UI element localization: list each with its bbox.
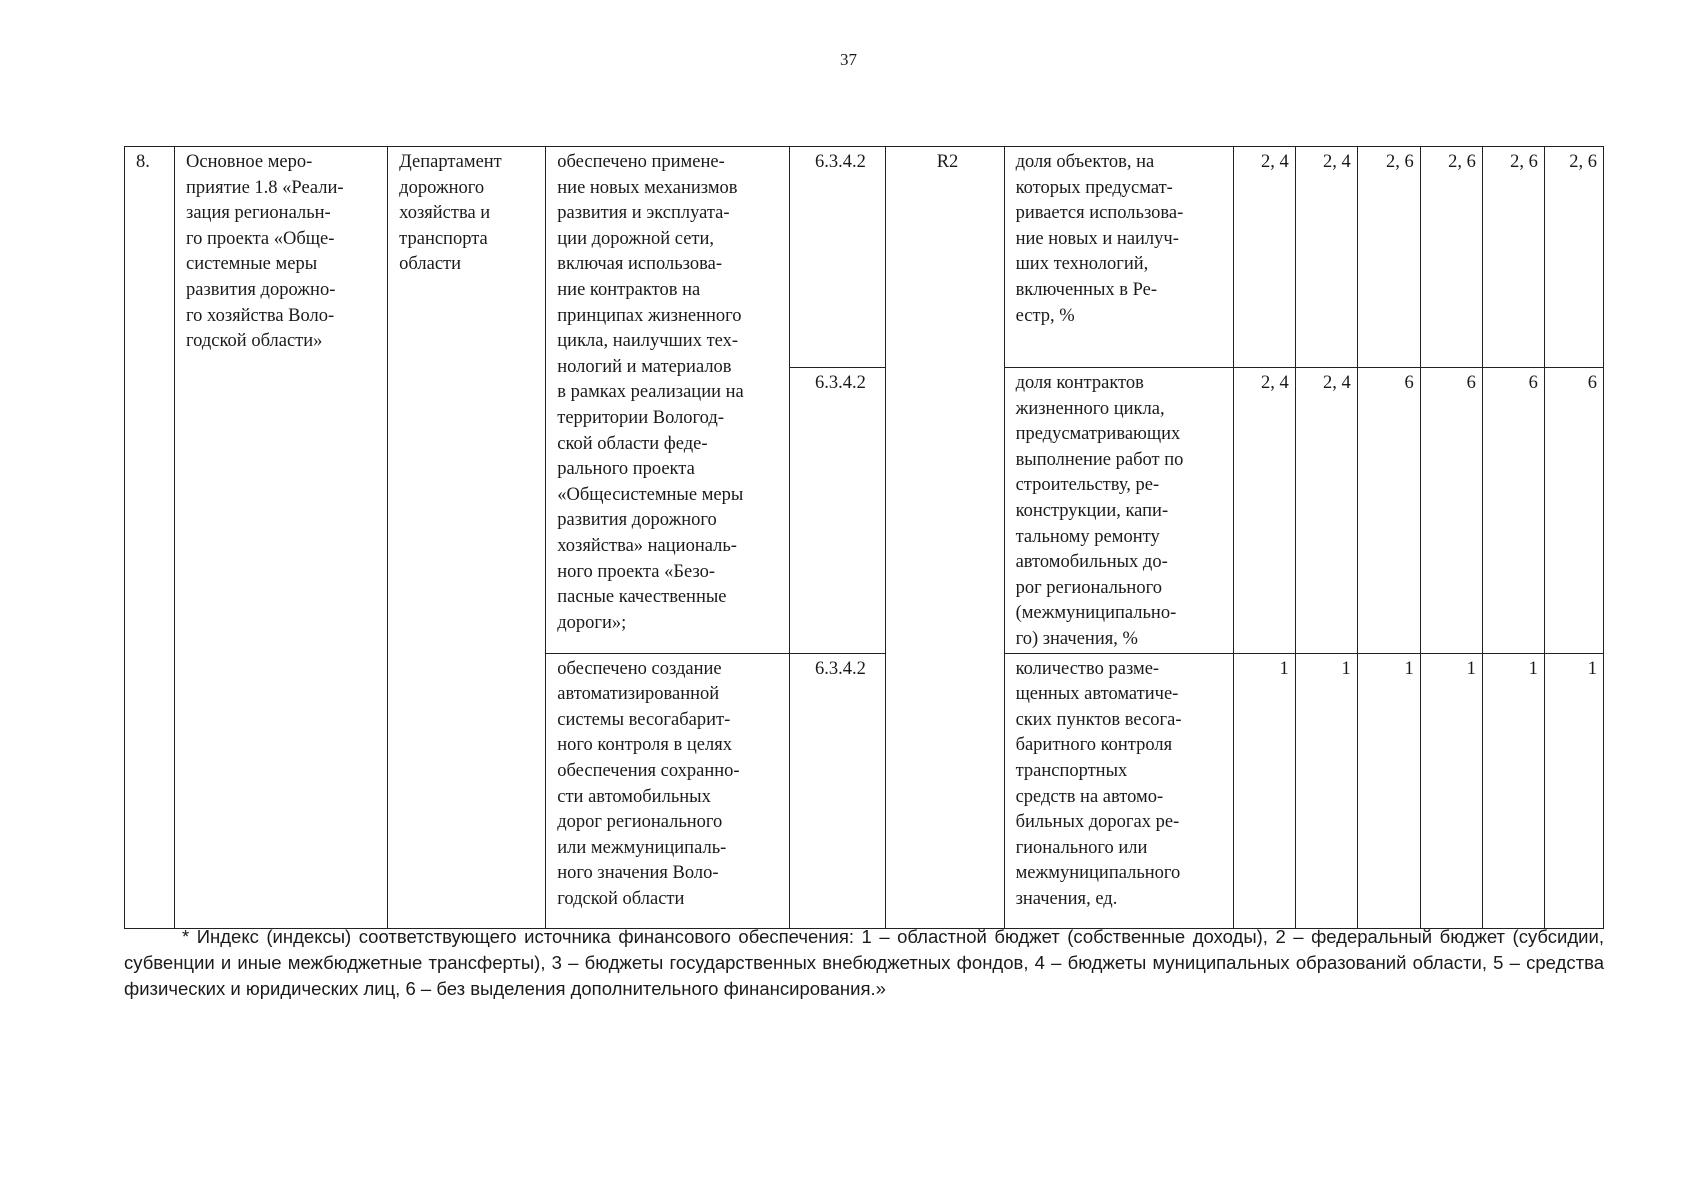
- indicator-name-cell: количество разме- щенных автоматиче- ских пунктов весога- баритного контроля транспортных средств на автомо- бильных дорогах ре- гионального или межмуниципального значения, ед.: [1004, 653, 1233, 928]
- page-number: 37: [840, 50, 857, 69]
- indicator-value-cell: 2, 4: [1295, 368, 1357, 654]
- indicator-value-cell: 1: [1295, 653, 1357, 928]
- indicator-value-cell: 1: [1233, 653, 1295, 928]
- indicator-code-cell: 6.3.4.2: [790, 653, 886, 928]
- project-code-cell: R2: [886, 147, 1004, 929]
- indicator-code-cell: 6.3.4.2: [790, 368, 886, 654]
- indicator-value-cell: 1: [1544, 653, 1603, 928]
- table-row: [125, 147, 1604, 368]
- indicator-name-cell: доля контрактов жизненного цикла, предусматривающих выполнение работ по строительству, ре- конструкции, капи- тальному ремонту автомобильных до- рог регионального (межмуниципально- го) значения, %: [1004, 368, 1233, 654]
- indicator-value-cell: 2, 4: [1233, 147, 1295, 368]
- indicator-value-cell: 2, 6: [1357, 147, 1420, 368]
- program-table: [124, 146, 1604, 929]
- indicator-value-cell: 1: [1357, 653, 1420, 928]
- indicator-value-cell: 2, 6: [1420, 147, 1482, 368]
- indicator-value-cell: 6: [1420, 368, 1482, 654]
- department-cell: Департамент дорожного хозяйства и транспорта области: [388, 147, 546, 929]
- indicator-value-cell: 6: [1482, 368, 1544, 654]
- indicator-value-cell: 1: [1420, 653, 1482, 928]
- indicator-value-cell: 2, 4: [1233, 368, 1295, 654]
- indicator-code-cell: 6.3.4.2: [790, 147, 886, 368]
- indicator-value-cell: 6: [1544, 368, 1603, 654]
- event-name-cell: Основное меро- приятие 1.8 «Реали- зация региональн- го проекта «Обще- системные меры развития дорожно- го хозяйства Воло- годской области»: [175, 147, 388, 929]
- indicator-value-cell: 2, 6: [1544, 147, 1603, 368]
- indicator-value-cell: 1: [1482, 653, 1544, 928]
- footnote: * Индекс (индексы) соответствующего источника финансового обеспечения: 1 – областной бюджет (собственные доходы), 2 – федеральный бюджет (субсидии, субвенции и иные межбюджетные трансферты), 3 – бюджеты государственных внебюджетных фондов, 4 – бюджеты муниципальных образований области, 5 – средства физических и юридических лиц, 6 – без выделения дополнительного финансирования.»: [124, 926, 1604, 999]
- indicator-value-cell: 6: [1357, 368, 1420, 654]
- result-cell: обеспечено примене- ние новых механизмов развития и эксплуата- ции дорожной сети, включая использова- ние контрактов на принципах жизненного цикла, наилучших тех- нологий и материалов в рамках реализации на территории Вологод- ской области феде- рального проекта «Общесистемные меры развития дорожного хозяйства» националь- ного проекта «Безо- пасные качественные дороги»;: [546, 147, 790, 654]
- indicator-value-cell: 2, 6: [1482, 147, 1544, 368]
- row-number: 8.: [125, 147, 175, 929]
- indicator-value-cell: 2, 4: [1295, 147, 1357, 368]
- result-cell: обеспечено создание автоматизированной системы весогабарит- ного контроля в целях обеспечения сохранно- сти автомобильных дорог регионального или межмуниципаль- ного значения Воло- годской области: [546, 653, 790, 928]
- indicator-name-cell: доля объектов, на которых предусмат- ривается использова- ние новых и наилуч- ших технологий, включенных в Ре- естр, %: [1004, 147, 1233, 368]
